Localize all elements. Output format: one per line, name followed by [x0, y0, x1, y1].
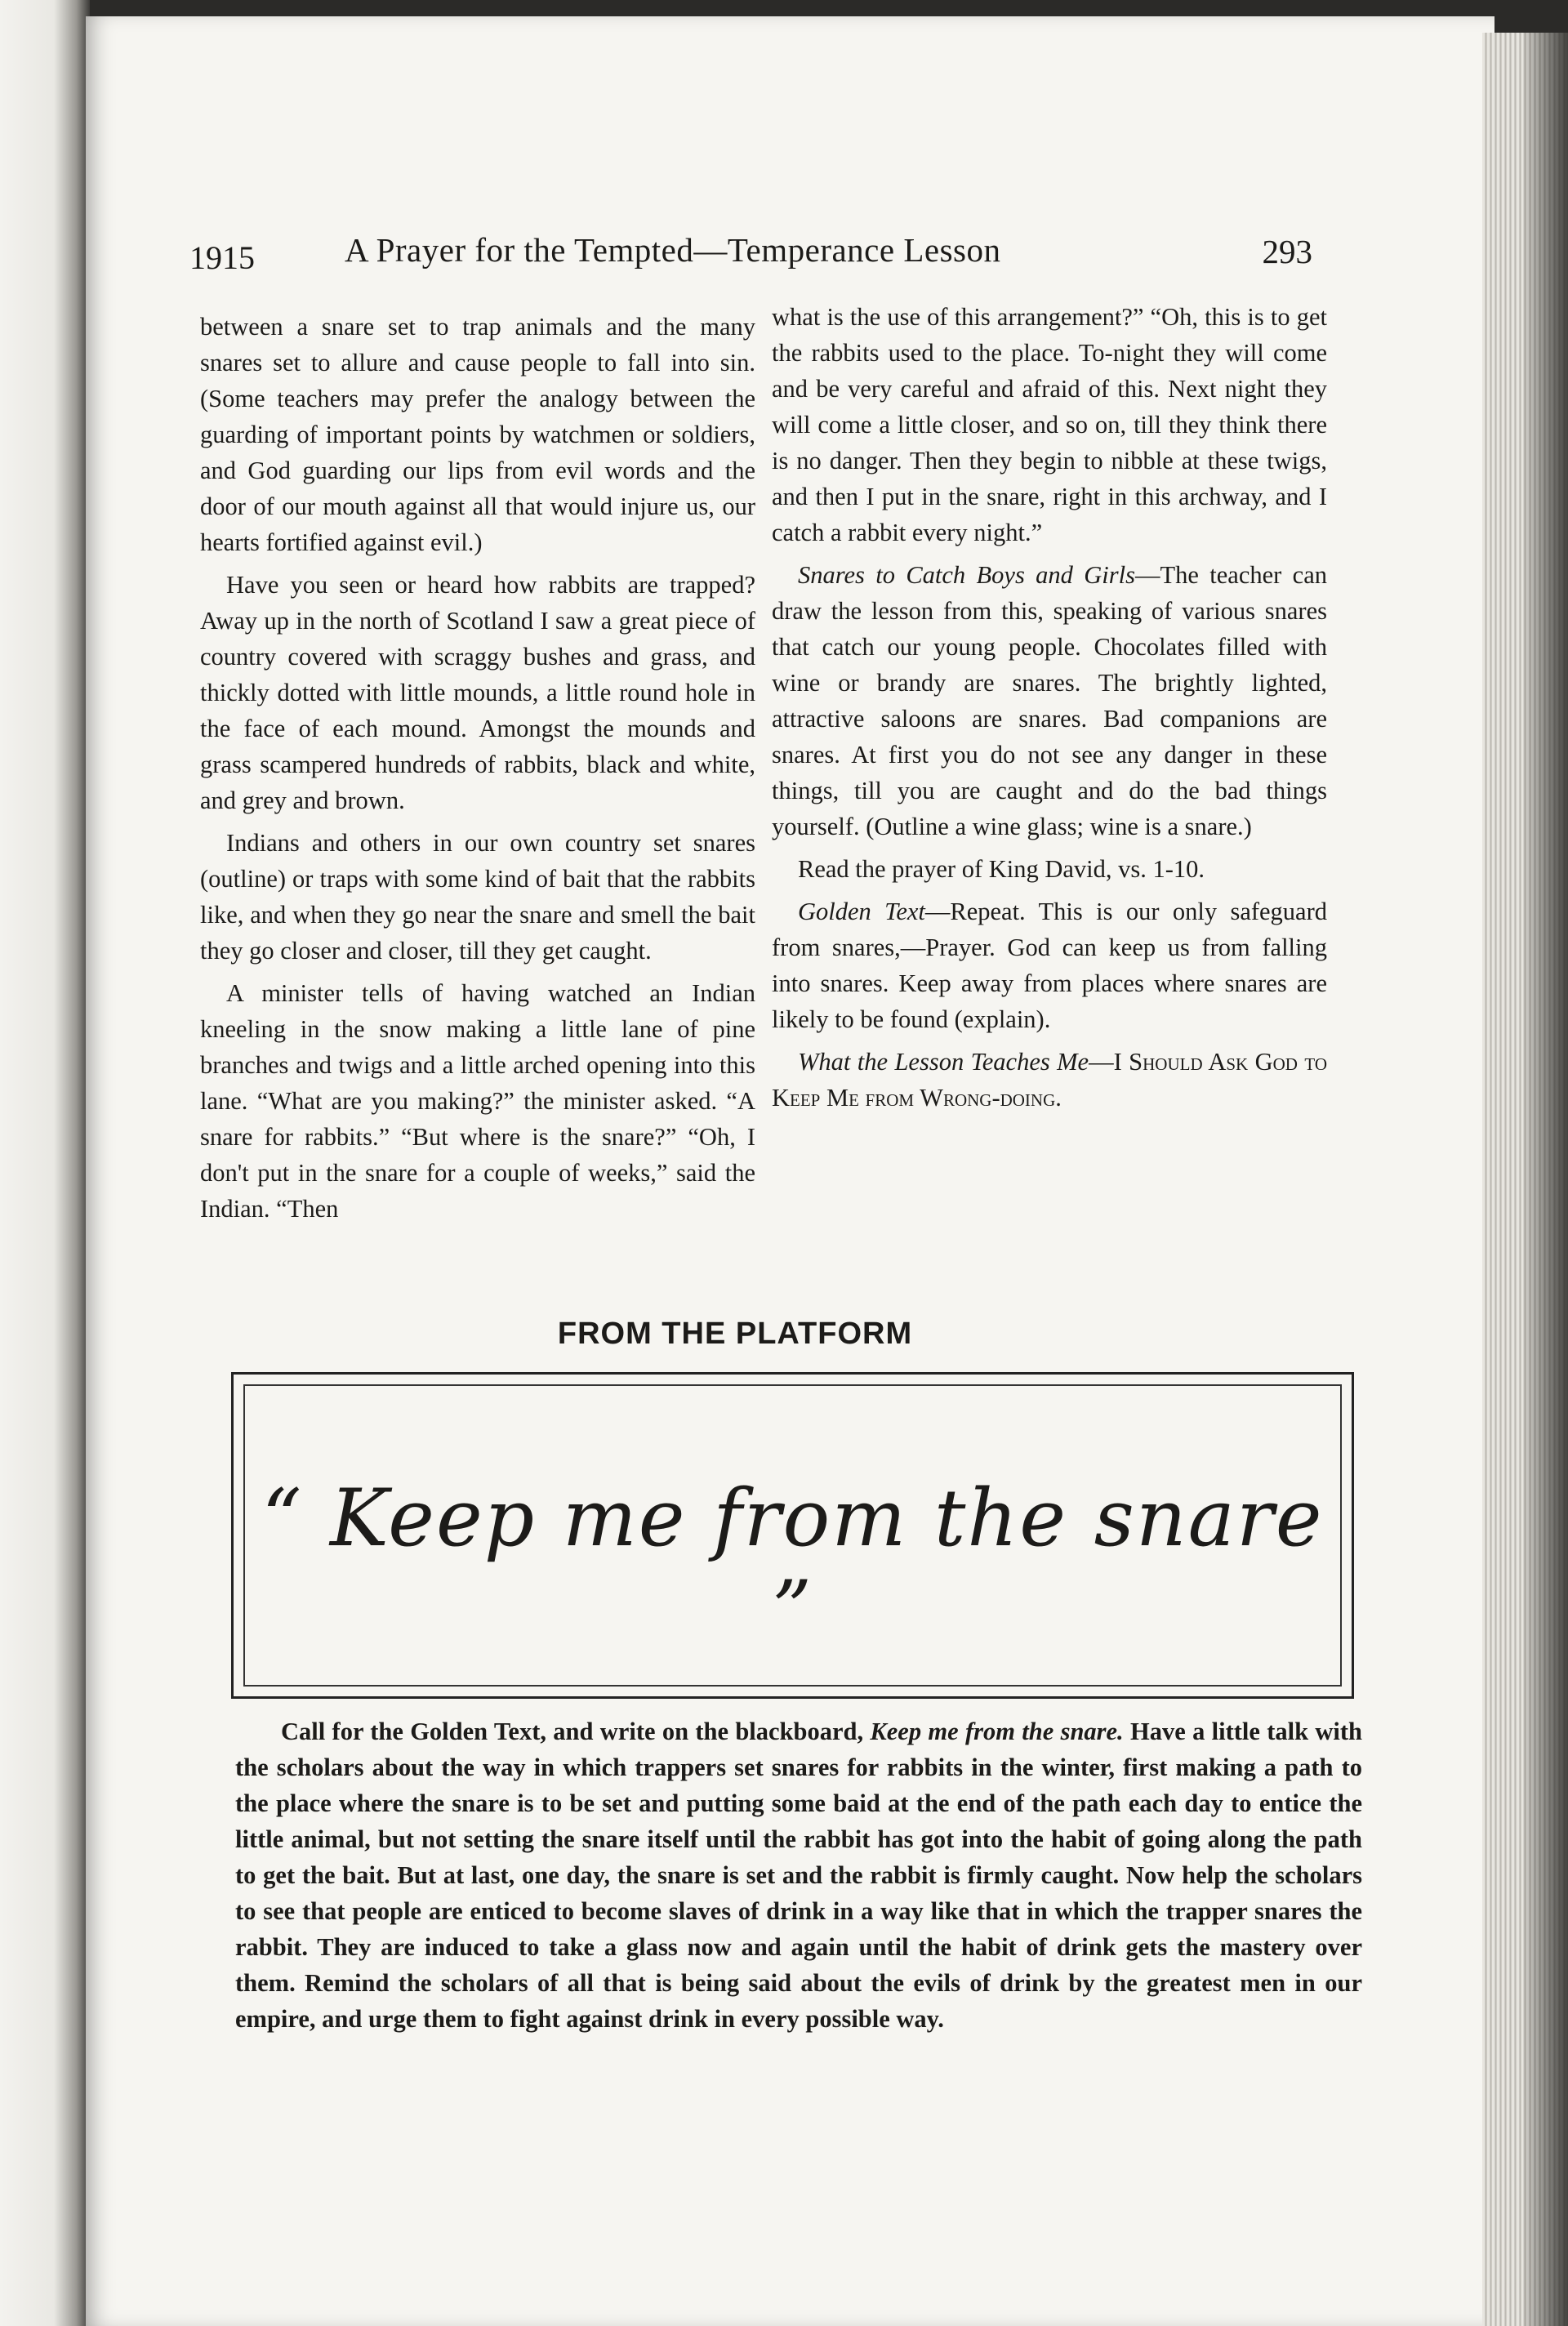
paragraph-label: Golden Text [798, 898, 925, 925]
page-stack-shadow [1523, 33, 1568, 2326]
paragraph-label: What the Lesson Teaches Me [798, 1048, 1089, 1076]
blackboard-box [231, 1372, 1354, 1699]
para-emphasis: Keep me from the snare. [870, 1718, 1124, 1745]
left-paragraph: Have you seen or heard how rabbits are trapped? Away up in the north of Scotland I saw a great piece of country covered with scraggy bushes and grass, and thickly dotted with little mounds, a little round hole in the face of each mound. Amongst the mounds and grass scampered hundreds of rabbits, black and white, and grey and brown. [200, 571, 755, 814]
right-paragraph: what is the use of this arrangement?” “Oh, this is to get the rabbits used to the place. To-night they will come and be very careful and afraid of this. Next night they will come a little closer, and so on, till they think there is no danger. Then they begin to nibble at these twigs, and then I put in the snare, right in this archway, and I catch a rabbit every night.” [772, 303, 1327, 546]
left-paragraph: between a snare set to trap animals and the many snares set to allure and cause people to fall into sin. (Some teachers may prefer the analogy between the guarding of important points by watchmen or soldiers, and God guarding our lips from evil words and the door of our mouth against all that would injure us, our hearts fortified against evil.) [200, 313, 755, 556]
right-paragraph: Read the prayer of King David, vs. 1-10. [798, 855, 1205, 883]
right-column [772, 299, 1327, 1122]
facing-page-edge [0, 0, 90, 2326]
section-heading: FROM THE PLATFORM [557, 1317, 913, 1351]
paragraph-text: —Repeat. This is our only safeguard from snares,—Prayer. God can keep us from falling into snares. Keep away from places where snares are likely to be found (explain). [772, 898, 1327, 1033]
left-column [200, 309, 755, 1233]
header-title: A Prayer for the Tempted—Temperance Lesson [345, 231, 1001, 269]
para-start: Call for the Golden Text, and write on the blackboard, [281, 1718, 871, 1745]
left-paragraph: Indians and others in our own country set snares (outline) or traps with some kind of bait that the rabbits like, and when they go near the snare and smell the bait they go closer and closer, till they get caught. [200, 829, 755, 965]
platform-paragraph [235, 1713, 1362, 2037]
paragraph-text: —I Should Ask God to Keep Me from Wrong-doing. [772, 1048, 1327, 1112]
page-number: 293 [1262, 233, 1312, 270]
right-paragraph [772, 893, 1327, 1037]
left-paragraph: A minister tells of having watched an Indian kneeling in the snow making a little lane of pine branches and twigs and a little arched opening into this lane. “What are you making?” the minister asked. “A snare for rabbits.” “But where is the snare?” “Oh, I don't put in the snare for a couple of weeks,” said the Indian. “Then [200, 979, 755, 1223]
running-header [189, 230, 1312, 279]
header-year: 1915 [189, 239, 255, 276]
right-paragraph [772, 1044, 1327, 1116]
para-rest: Have a little talk with the scholars about the way in which trappers set snares for rabbits in the winter, first making a path to the place where the snare is to be set and putting some baid at the end of the path each day to entice the little animal, but not setting the snare itself until the rabbit has got into the habit of going along the path to get the bait. But at last, one day, the snare is set and the rabbit is firmly caught. Now help the scholars to see that people are enticed to become slaves of drink in a way like that in which the trapper snares the rabbit. They are induced to take a glass now and again until the habit of drink gets the mastery over them. Remind the scholars of all that is being said about the evils of drink by the greatest men in our empire, and urge them to fight against drink in every possible way. [235, 1718, 1362, 2033]
paragraph-label: Snares to Catch Boys and Girls [798, 561, 1135, 589]
paragraph-text: —The teacher can draw the lesson from this, speaking of various snares that catch our young people. Chocolates filled with wine or brandy are snares. The brightly lighted, attractive saloons are snares. Bad companions are snares. At first you do not see any danger in these things, till you are caught and do the bad things yourself. (Outline a wine glass; wine is a snare.) [772, 561, 1327, 840]
right-paragraph [772, 557, 1327, 844]
blackboard-text: “ Keep me from the snare ” [261, 1473, 1324, 1655]
